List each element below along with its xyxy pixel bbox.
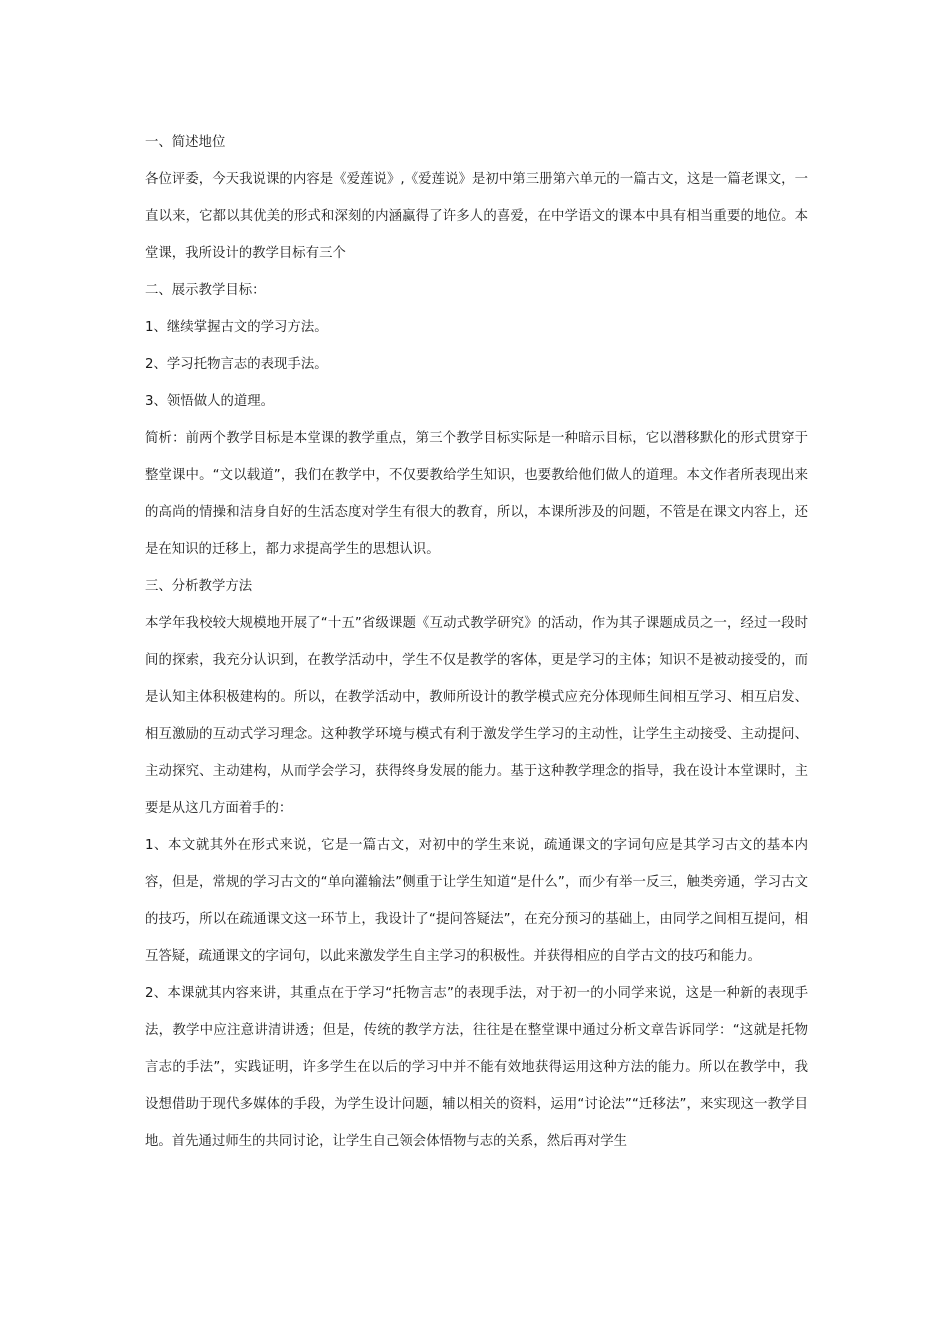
method-paragraph: 本学年我校较大规模地开展了“十五”省级课题《互动式教学研究》的活动，作为其子课题成员之一，经过一段时间的探索，我充分认识到，在教学活动中，学生不仅是教学的客体，更是学习的主体；知识不是被动接受的，而是认知主体积极建构的。所以，在教学活动中，教师所设计的教学模式应充分体现师生间相互学习、相互启发、相互激励的互动式学习理念。这种教学环境与模式有利于激发学生学习的主动性，让学生主动接受、主动提问、主动探究、主动建构，从而学会学习，获得终身发展的能力。基于这种教学理念的指导，我在设计本堂课时，主要是从这几方面着手的： <box>145 616 808 816</box>
goal-item-2: 2、学习托物言志的表现手法。 <box>145 357 328 372</box>
goal-item-1: 1、继续掌握古文的学习方法。 <box>145 320 328 335</box>
section-heading-1: 一、简述地位 <box>145 135 226 150</box>
method-point-1: 1、本文就其外在形式来说，它是一篇古文，对初中的学生来说，疏通课文的字词句应是其学习古文的基本内容，但是，常规的学习古文的“单向灌输法”侧重于让学生知道“是什么”，而少有举一反三，触类旁通，学习古文的技巧，所以在疏通课文这一环节上，我设计了“提问答疑法”，在充分预习的基础上，由同学之间相互提问，相互答疑，疏通课文的字词句，以此来激发学生自主学习的积极性。并获得相应的自学古文的技巧和能力。 <box>145 838 808 964</box>
section-heading-3: 三、分析教学方法 <box>145 579 253 594</box>
section-heading-2: 二、展示教学目标： <box>145 283 266 298</box>
intro-paragraph: 各位评委，今天我说课的内容是《爱莲说》,《爱莲说》是初中第三册第六单元的一篇古文，这是一篇老课文，一直以来，它都以其优美的形式和深刻的内涵赢得了许多人的喜爱，在中学语文的课本中具有相当重要的地位。本堂课，我所设计的教学目标有三个 <box>145 172 808 261</box>
method-point-2: 2、本课就其内容来讲，其重点在于学习“托物言志”的表现手法，对于初一的小同学来说，这是一种新的表现手法，教学中应注意讲清讲透；但是，传统的教学方法，往往是在整堂课中通过分析文章告诉同学：“这就是托物言志的手法”，实践证明，许多学生在以后的学习中并不能有效地获得运用这种方法的能力。所以在教学中，我设想借助于现代多媒体的手段，为学生设计问题，辅以相关的资料，运用“讨论法”“迁移法”，来实现这一教学目地。首先通过师生的共同讨论，让学生自己领会体悟物与志的关系，然后再对学生 <box>145 986 808 1149</box>
analysis-paragraph: 简析：前两个教学目标是本堂课的教学重点，第三个教学目标实际是一种暗示目标，它以潜移默化的形式贯穿于整堂课中。“文以载道”，我们在教学中，不仅要教给学生知识，也要教给他们做人的道理。本文作者所表现出来的高尚的情操和洁身自好的生活态度对学生有很大的教育，所以，本课所涉及的问题，不管是在课文内容上，还是在知识的迁移上，都力求提高学生的思想认识。 <box>145 431 808 557</box>
document-body <box>145 124 808 1160</box>
goal-item-3: 3、领悟做人的道理。 <box>145 394 275 409</box>
